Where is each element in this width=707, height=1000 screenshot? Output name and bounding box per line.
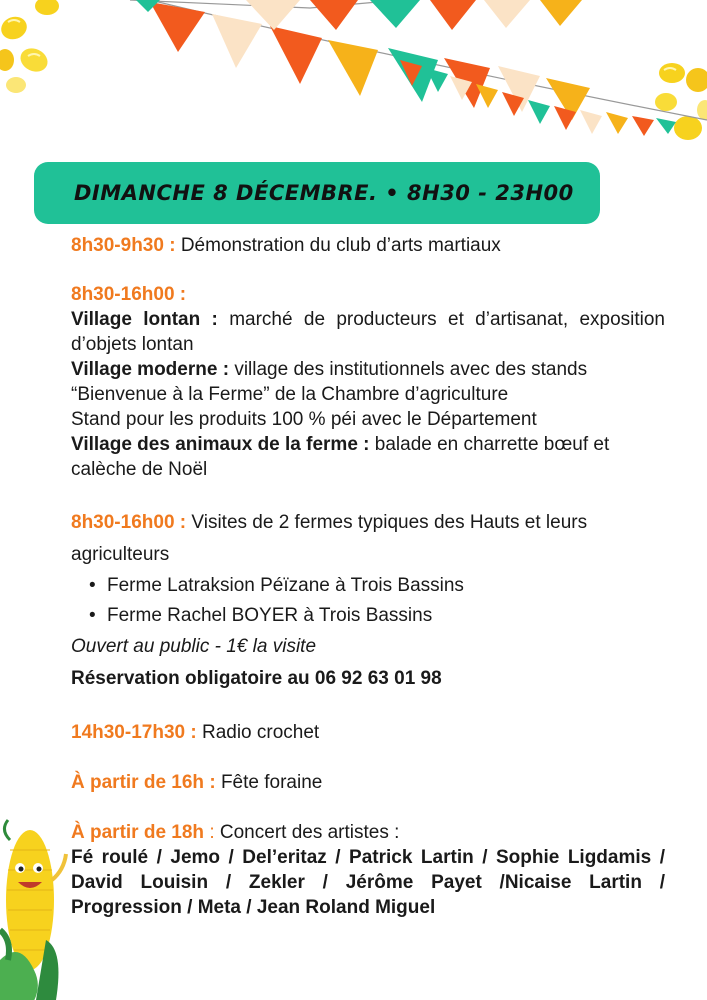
village-moderne-label: Village moderne : [71, 359, 230, 380]
corn-kernels-icon [0, 0, 59, 93]
slot-concert [71, 820, 665, 845]
village-animaux-text: balade en charrette bœuf et calèche de Noël [71, 434, 610, 480]
list-item: • Ferme Rachel BOYER à Trois Bassins [85, 601, 665, 631]
list-item: • Ferme Latraksion Péïzane à Trois Bassins [85, 571, 665, 601]
corn-kernels-right-icon [655, 63, 707, 140]
slot-sep: : [204, 822, 215, 843]
slot-martial-arts [71, 233, 665, 258]
slot-fete-foraine [71, 770, 665, 795]
slot-farm-visits [71, 507, 665, 571]
village-lontan-text: marché de producteurs et d’artisanat, exposition d’objets lontan [71, 309, 665, 355]
slot-text: Démonstration du club d’arts martiaux [180, 235, 501, 256]
village-animaux [71, 432, 665, 482]
visit-price-note: Ouvert au public - 1€ la visite [71, 636, 317, 657]
village-moderne [71, 357, 665, 407]
slot-text: Visites de 2 fermes typiques des Hauts et leurs agriculteurs [71, 512, 588, 565]
slot-time: 8h30-16h00 : [71, 284, 187, 305]
reservation-phone: Réservation obligatoire au 06 92 63 01 98 [71, 668, 442, 689]
slot-time: À partir de 16h : [71, 772, 216, 793]
artist-list: Fé roulé / Jemo / Del’eritaz / Patrick Lartin / Sophie Ligdamis / David Louisin / Zekler / Jérôme Payet /Nicaise Lartin / Progression / Meta / Jean Roland Miguel [71, 847, 665, 918]
slot-time: 14h30-17h30 : [71, 722, 197, 743]
date-time-heading: DIMANCHE 8 DÉCEMBRE. • 8H30 - 23H00 [74, 181, 574, 205]
corn-mascot-icon [0, 820, 66, 1000]
date-header-band [34, 162, 600, 224]
slot-text: Concert des artistes : [219, 822, 400, 843]
slot-time: 8h30-9h30 : [71, 235, 176, 256]
village-lontan [71, 307, 665, 357]
village-animaux-label: Village des animaux de la ferme : [71, 434, 370, 455]
stand-departement: Stand pour les produits 100 % péi avec le Département [71, 409, 537, 430]
slot-text: Radio crochet [201, 722, 320, 743]
village-moderne-text: village des institutionnels avec des stands “Bienvenue à la Ferme” de la Chambre d’agriculture [71, 359, 588, 405]
farm-list [71, 571, 665, 631]
slot-time: 8h30-16h00 : [71, 512, 187, 533]
program-content [71, 233, 665, 920]
slot-time: À partir de 18h [71, 822, 205, 843]
slot-text: Fête foraine [220, 772, 323, 793]
slot-radio-crochet [71, 720, 665, 745]
village-lontan-label: Village lontan : [71, 309, 218, 330]
slot-villages-time [71, 282, 665, 307]
bunting-flags-icon [130, 0, 707, 136]
